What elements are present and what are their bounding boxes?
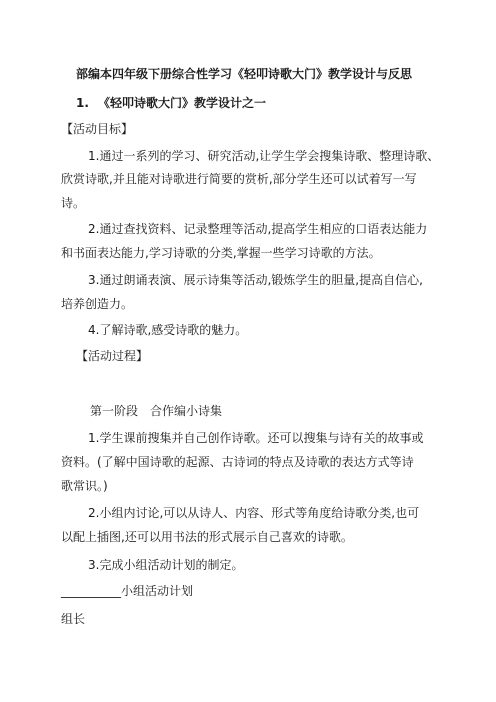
goal-3-line-2: 培养创造力。 <box>61 297 134 311</box>
section-heading <box>76 96 266 110</box>
section-title: 《轻叩诗歌大门》教学设计之一 <box>98 96 267 110</box>
goal-2-line-1: 2.通过查找资料、记录整理等活动,提高学生相应的口语表达能力 <box>88 222 428 236</box>
goal-4-line-1: 4.了解诗歌,感受诗歌的魅力。 <box>88 323 248 337</box>
stage-1-heading: 第一阶段 合作编小诗集 <box>90 404 223 418</box>
goal-3-line-1: 3.通过朗诵表演、展示诗集等活动,锻炼学生的胆量,提高自信心, <box>88 273 423 287</box>
goal-1-line-3: 诗。 <box>61 196 86 210</box>
document-title: 部编本四年级下册综合性学习《轻叩诗歌大门》教学设计与反思 <box>76 67 413 81</box>
step-3-line-1: 3.完成小组活动计划的制定。 <box>88 558 244 572</box>
group-leader-label: 组长 <box>61 612 86 626</box>
process-heading: 【活动过程】 <box>76 349 149 363</box>
goal-2-line-2: 和书面表达能力,学习诗歌的分类,掌握一些学习诗歌的方法。 <box>61 246 381 260</box>
step-1-line-3: 歌常识。) <box>61 479 108 493</box>
goal-1-line-2: 欣赏诗歌,并且能对诗歌进行简要的赏析,部分学生还可以试着写一写 <box>61 172 417 186</box>
step-1-line-1: 1.学生课前搜集并自己创作诗歌。还可以搜集与诗有关的故事或 <box>88 431 424 445</box>
goals-heading: 【活动目标】 <box>61 122 134 136</box>
step-2-line-2: 以配上插图,还可以用书法的形式展示自己喜欢的诗歌。 <box>61 530 353 544</box>
section-number: 1. <box>76 96 89 110</box>
goal-1-line-1: 1.通过一系列的学习、研究活动,让学生学会搜集诗歌、整理诗歌、 <box>88 149 440 163</box>
step-1-line-2: 资料。(了解中国诗歌的起源、古诗词的特点及诗歌的表达方式等诗 <box>61 455 414 469</box>
step-2-line-1: 2.小组内讨论,可以从诗人、内容、形式等角度给诗歌分类,也可 <box>88 506 420 520</box>
group-plan-title: __________小组活动计划 <box>61 584 194 598</box>
